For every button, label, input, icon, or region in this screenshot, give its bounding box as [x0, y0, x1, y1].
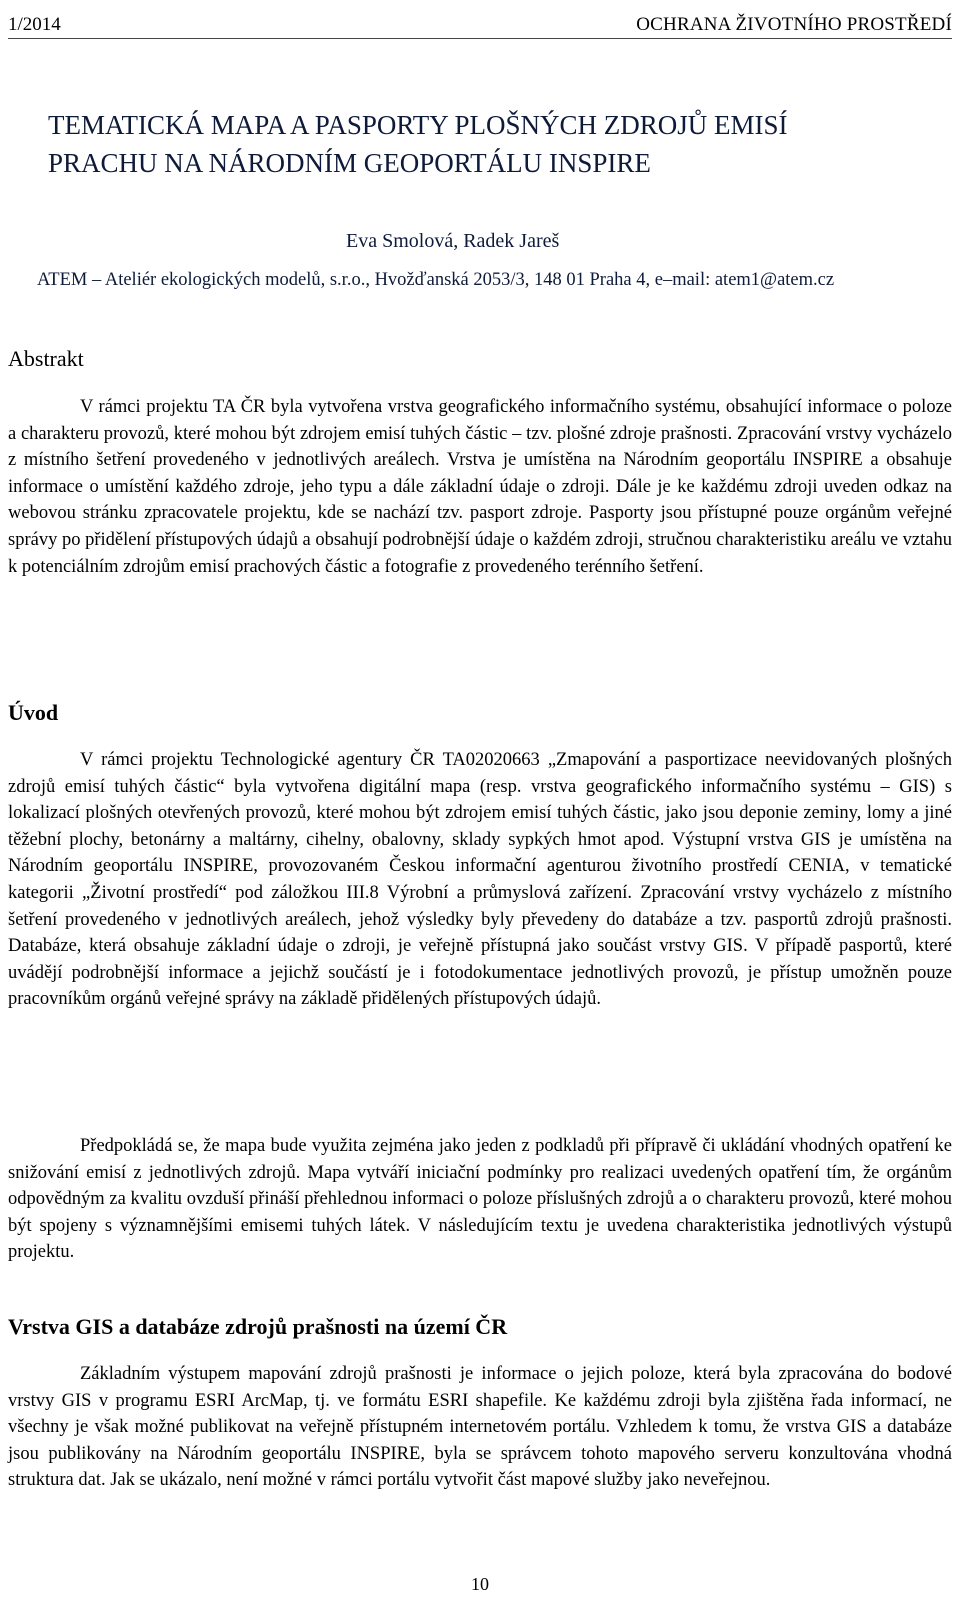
- abstract-heading: Abstrakt: [8, 346, 84, 371]
- intro-paragraph-1: V rámci projektu Technologické agentury ČR TA02020663 „Zmapování a pasportizace neevidovaných plošných zdrojů emisí tuhých částic“ byla vytvořena digitální mapa (resp. vrstva geografického informačního systému – GIS) s lokalizací plošných otevřených provozů, které mohou být zdrojem emisí tuhých částic, jako jsou deponie zeminy, lomy a jiné těžební plochy, betonárny a maltárny, cihelny, obalovny, sklady sypkých hmot apod. Výstupní vrstva GIS je umístěna na Národním geoportálu INSPIRE, provozovaném Českou informační agenturou životního prostředí CENIA, v tematické kategorii „Životní prostředí“ pod záložkou III.8 Výrobní a průmyslová zařízení. Zpracování vrstvy vycházelo z místního šetření provedeného v jednotlivých areálech, jehož výsledky byly převedeny do databáze a tzv. pasportů zdrojů prašnosti. Databáze, která obsahuje základní údaje o zdroji, je veřejně přístupná jako součást vrstvy GIS. V případě pasportů, které uvádějí podrobnější informace a jejichž součástí je i fotodokumentace jednotlivých provozů, je přístup umožněn pouze pracovníkům orgánů veřejné správy na základě přidělených přístupových údajů.: [8, 750, 952, 1010]
- document-page: [8, 0, 952, 1601]
- article-title: [48, 106, 948, 182]
- intro-heading: Úvod: [8, 700, 59, 725]
- journal-name: OCHRANA ŽIVOTNÍHO PROSTŘEDÍ: [636, 14, 952, 35]
- page-number: 10: [471, 1574, 489, 1594]
- abstract-text: V rámci projektu TA ČR byla vytvořena vrstva geografického informačního systému, obsahující informace o poloze a charakteru provozů, které mohou být zdrojem emisí tuhých částic – tzv. plošné zdroje prašnosti. Zpracování vrstvy vycházelo z místního šetření provedeného v jednotlivých areálech. Vrstva je umístěna na Národním geoportálu INSPIRE a obsahuje informace o umístění každého zdroje, jeho typu a dále základní údaje o zdroji. Dále je ke každému zdroji uveden odkaz na webovou stránku zpracovatele projektu, kde se nachází tzv. pasport zdroje. Pasporty jsou přístupné pouze orgánům veřejné správy po přidělení přístupových údajů a obsahují podrobnější údaje o každém zdroji, stručnou charakteristiku areálu ve vztahu k potenciálním zdrojům emisí prachových částic a fotografie z provedeného terénního šetření.: [8, 397, 952, 577]
- running-header: [8, 6, 952, 39]
- title-line-2: PRACHU NA NÁRODNÍM GEOPORTÁLU INSPIRE: [48, 148, 651, 178]
- title-line-1: TEMATICKÁ MAPA A PASPORTY PLOŠNÝCH ZDROJŮ EMISÍ: [48, 110, 788, 140]
- section-heading: Vrstva GIS a databáze zdrojů prašnosti na území ČR: [8, 1314, 508, 1339]
- section-paragraph: Základním výstupem mapování zdrojů prašnosti je informace o jejich poloze, která byla zpracována do bodové vrstvy GIS v programu ESRI ArcMap, tj. ve formátu ESRI shapefile. Ke každému zdroji byla zjištěna řada informací, ne všechny je však možné publikovat na veřejně přístupném internetovém portálu. Vzhledem k tomu, že vrstva GIS a databáze jsou publikovány na Národním geoportálu INSPIRE, byla se správcem tohoto mapového serveru konzultována vhodná struktura dat. Jak se ukázalo, není možné v rámci portálu vytvořit část mapové služby jako neveřejnou.: [8, 1364, 952, 1491]
- intro-paragraph-2: Předpokládá se, že mapa bude využita zejména jako jeden z podkladů při přípravě či ukládání vhodných opatření ke snižování emisí z jednotlivých zdrojů. Mapa vytváří iniciační podmínky pro realizaci uvedených opatření tím, že orgánům odpovědným za kvalitu ovzduší přináší přehlednou informaci o poloze příslušných zdrojů a o charakteru provozů, které mohou být spojeny s významnějšími emisemi tuhých látek. V následujícím textu je uvedena charakteristika jednotlivých výstupů projektu.: [8, 1136, 952, 1263]
- affiliation: ATEM – Ateliér ekologických modelů, s.r.o., Hvožďanská 2053/3, 148 01 Praha 4, e–mail: atem1@atem.cz: [37, 270, 835, 290]
- authors: Eva Smolová, Radek Jareš: [346, 230, 560, 252]
- issue-number: 1/2014: [8, 14, 61, 35]
